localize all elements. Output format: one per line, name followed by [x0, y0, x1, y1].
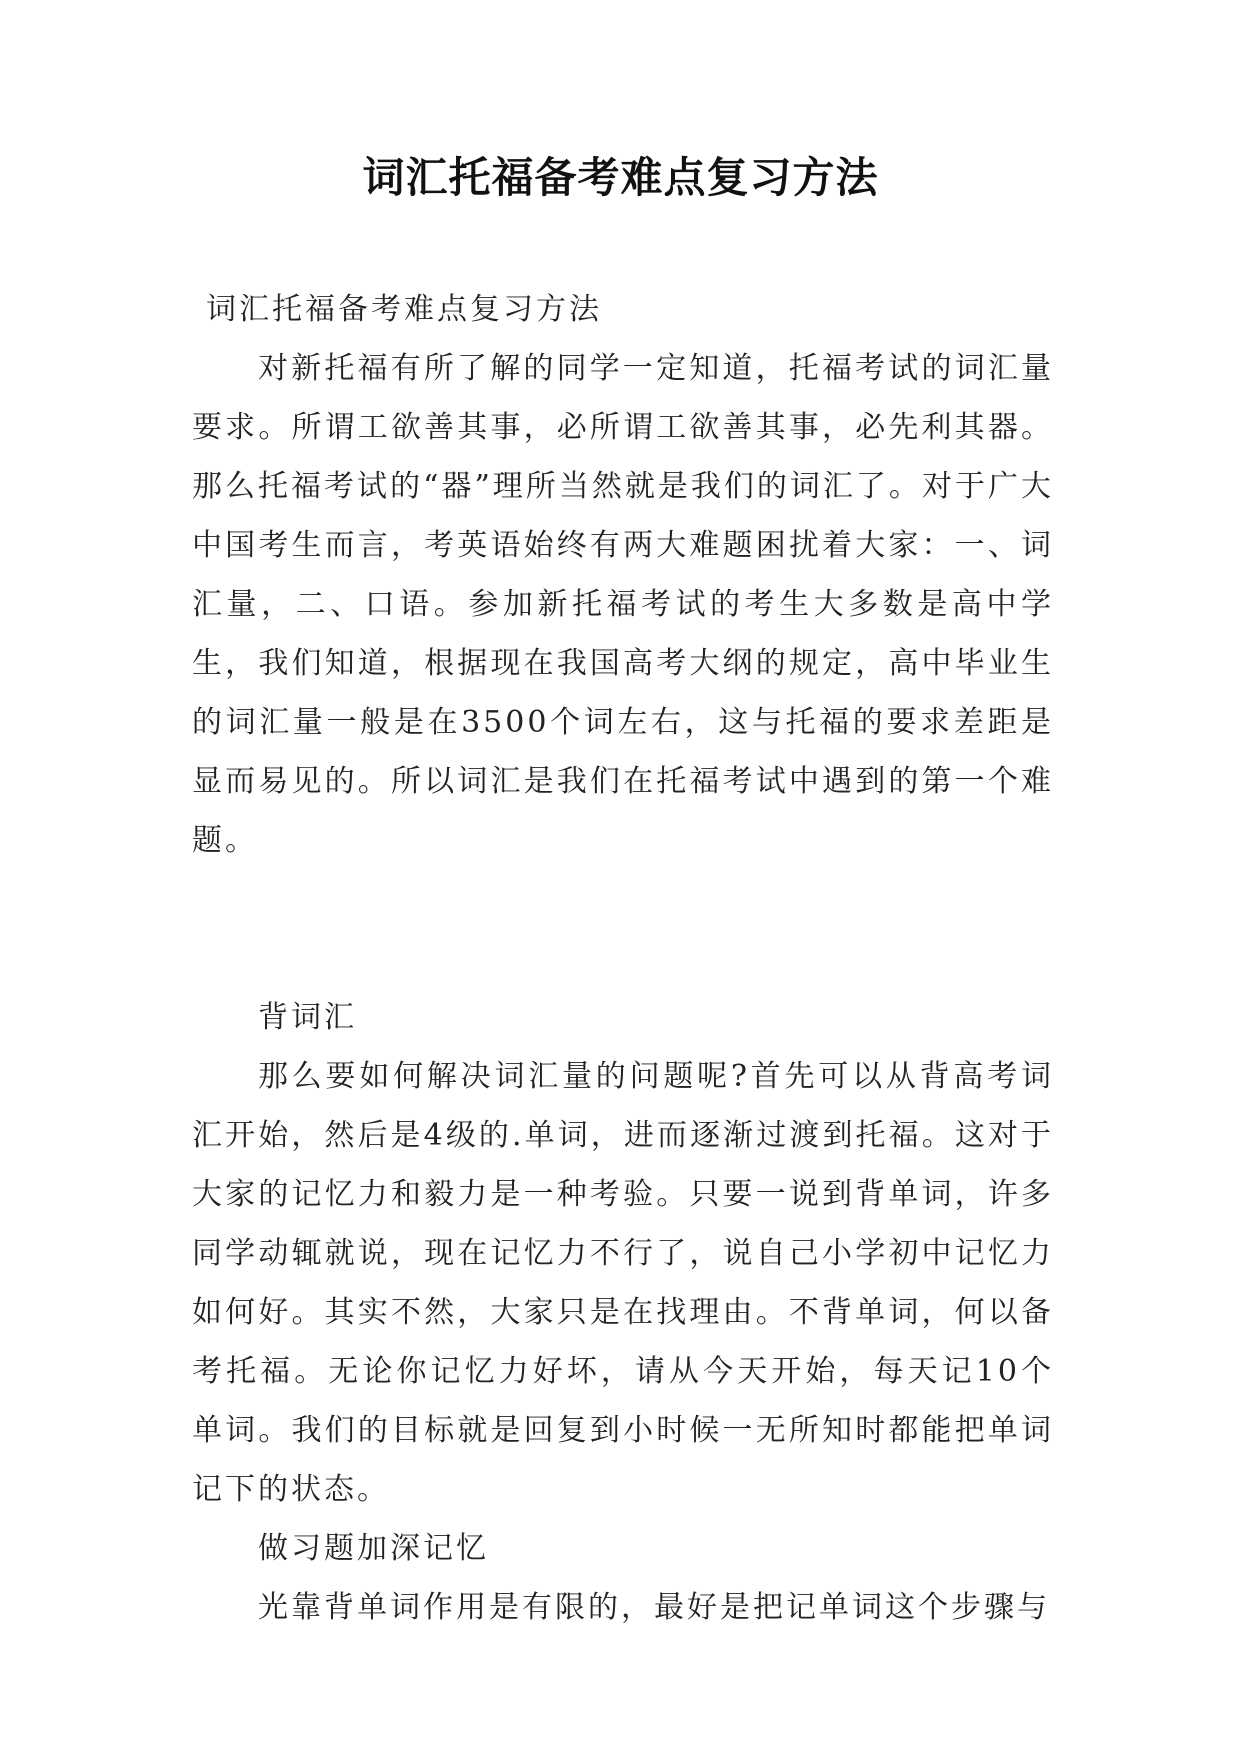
section-heading-memorize: 背词汇	[258, 1000, 357, 1035]
document-title: 词汇托福备考难点复习方法	[362, 153, 879, 202]
paragraph-spacer	[192, 929, 1054, 988]
paragraph-memorize: 那么要如何解决词汇量的问题呢?首先可以从背高考词汇开始，然后是4级的.单词，进而逐渐过渡到托福。这对于大家的记忆力和毅力是一种考验。只要一说到背单词，许多同学动辄就说，现在记忆力不行了，说自己小学初中记忆力如何好。其实不然，大家只是在找理由。不背单词，何以备考托福。无论你记忆力好坏，请从今天开始，每天记10个单词。我们的目标就是回复到小时候一无所知时都能把单词记下的状态。	[192, 1059, 1054, 1507]
paragraph-exercises: 光靠背单词作用是有限的，最好是把记单词这个步骤与	[258, 1590, 1050, 1625]
document-subtitle: 词汇托福备考难点复习方法	[206, 292, 602, 327]
document-body	[192, 280, 1054, 1637]
paragraph-spacer	[192, 870, 1054, 929]
paragraph-intro: 对新托福有所了解的同学一定知道，托福考试的词汇量要求。所谓工欲善其事，必所谓工欲善其事，必先利其器。那么托福考试的“器”理所当然就是我们的词汇了。对于广大中国考生而言，考英语始终有两大难题困扰着大家：一、词汇量，二、口语。参加新托福考试的考生大多数是高中学生，我们知道，根据现在我国高考大纲的规定，高中毕业生的词汇量一般是在3500个词左右，这与托福的要求差距是显而易见的。所以词汇是我们在托福考试中遇到的第一个难题。	[192, 351, 1054, 858]
section-heading-exercises: 做习题加深记忆	[258, 1531, 489, 1566]
